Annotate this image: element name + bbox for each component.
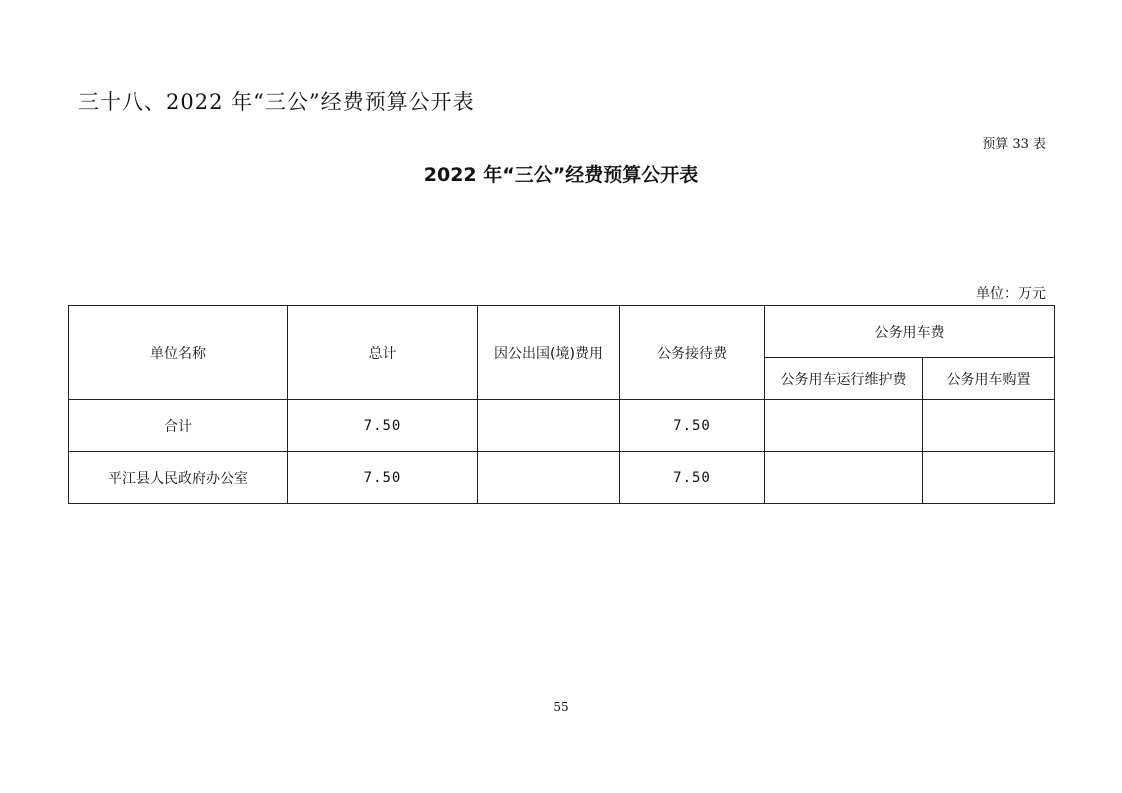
cell-total: 7.50: [288, 400, 478, 452]
cell-overseas: [478, 400, 620, 452]
table-title: 2022 年“三公”经费预算公开表: [423, 164, 699, 186]
section-heading: 三十八、2022 年“三公”经费预算公开表: [78, 90, 475, 114]
header-vehicle-purchase: 公务用车购置: [923, 358, 1055, 400]
header-total: 总计: [288, 306, 478, 400]
header-vehicle-operation: 公务用车运行维护费: [765, 358, 923, 400]
table-row: [69, 452, 1055, 504]
form-number: 预算 33 表: [982, 137, 1046, 152]
table-row: [69, 400, 1055, 452]
cell-vehicle-operation: [765, 400, 923, 452]
table-body: [69, 400, 1055, 504]
page-number: 55: [553, 700, 569, 714]
cell-vehicle-purchase: [923, 452, 1055, 504]
cell-reception: 7.50: [620, 400, 765, 452]
cell-unit-name: 平江县人民政府办公室: [69, 452, 288, 504]
cell-reception: 7.50: [620, 452, 765, 504]
cell-total: 7.50: [288, 452, 478, 504]
cell-unit-name: 合计: [69, 400, 288, 452]
header-unit-name: 单位名称: [69, 306, 288, 400]
cell-overseas: [478, 452, 620, 504]
budget-table: [68, 305, 1055, 504]
unit-label: 单位：万元: [976, 286, 1046, 302]
cell-vehicle-purchase: [923, 400, 1055, 452]
cell-vehicle-operation: [765, 452, 923, 504]
header-vehicle-group: 公务用车费: [765, 306, 1055, 358]
header-reception: 公务接待费: [620, 306, 765, 400]
table-header: [69, 306, 1055, 400]
header-overseas: 因公出国(境)费用: [478, 306, 620, 400]
header-row-top: [69, 306, 1055, 358]
